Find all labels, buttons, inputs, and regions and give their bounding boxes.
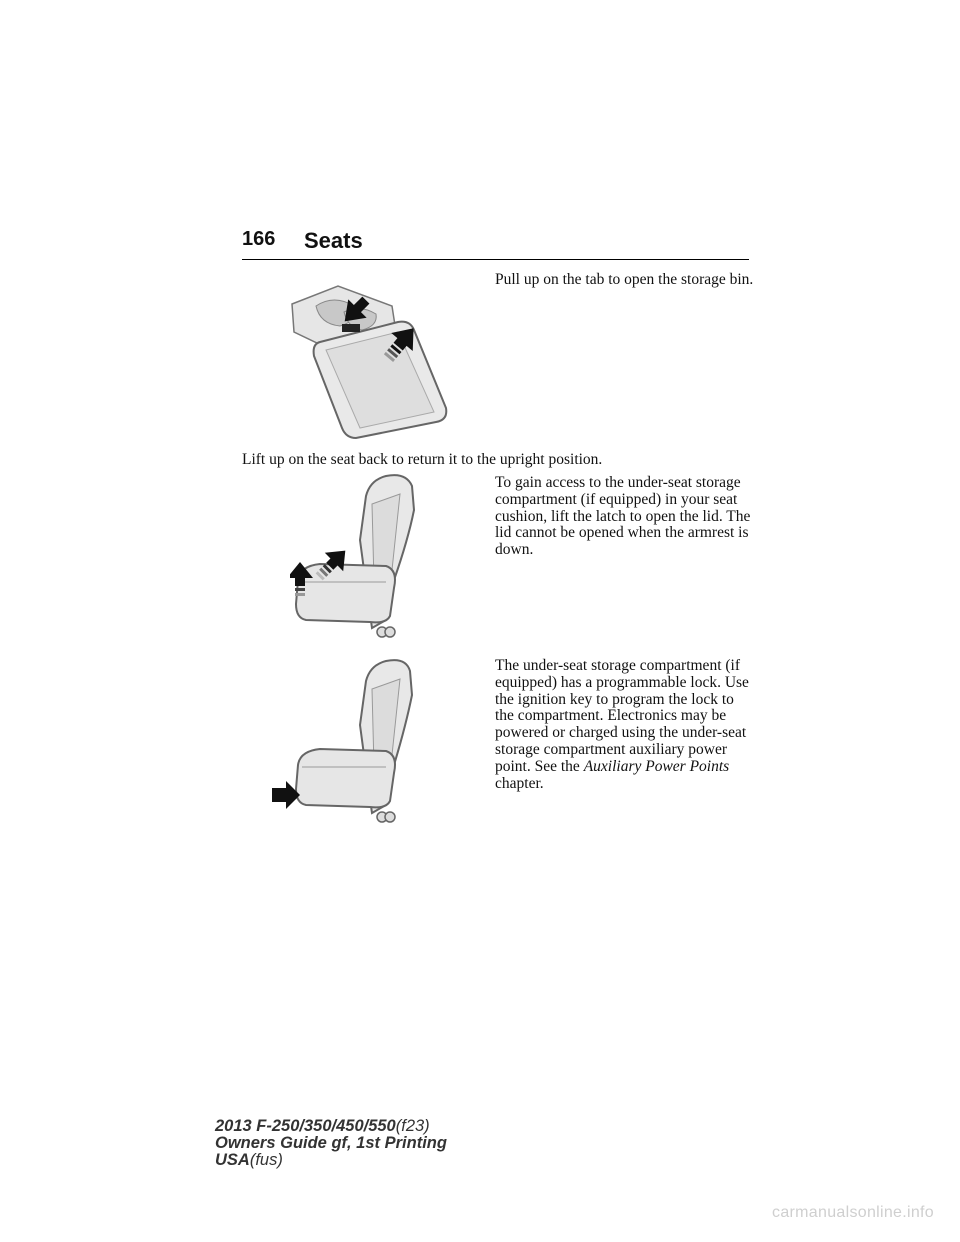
lock-text-suffix: chapter. [495, 774, 544, 792]
page-number: 166 [242, 228, 276, 250]
seat-latch-illustration [290, 470, 430, 640]
footer-market-code: (fus) [249, 1151, 283, 1169]
seat-power-point-illustration [268, 655, 418, 825]
footer-model: 2013 F-250/350/450/550 [215, 1117, 396, 1135]
section-title: Seats [304, 228, 363, 253]
storage-bin-instruction: Pull up on the tab to open the storage bin. [495, 271, 754, 288]
document-footer [215, 1118, 447, 1169]
footer-market: USA [215, 1151, 250, 1169]
watermark: carmanualsonline.info [772, 1204, 934, 1221]
storage-bin-illustration [280, 272, 450, 442]
header-rule [242, 259, 749, 260]
seat-back-instruction: Lift up on the seat back to return it to the upright position. [242, 451, 603, 468]
page-header [242, 228, 750, 262]
programmable-lock-instruction [495, 658, 755, 792]
lock-text: The under-seat storage compartment (if equipped) has a programmable lock. Use the ignition key to program the lock to the compartment. Electronics may be powered or charged using the under-seat storage compartment auxiliary power point. See the [495, 657, 749, 775]
under-seat-access-instruction: To gain access to the under-seat storage compartment (if equipped) in your seat cushion, lift the latch to open the lid. The lid cannot be opened when the armrest is down. [495, 474, 751, 559]
auxiliary-power-points-reference: Auxiliary Power Points [583, 757, 730, 775]
footer-model-code: (f23) [395, 1117, 430, 1135]
footer-edition: Owners Guide gf, 1st Printing [215, 1134, 447, 1152]
